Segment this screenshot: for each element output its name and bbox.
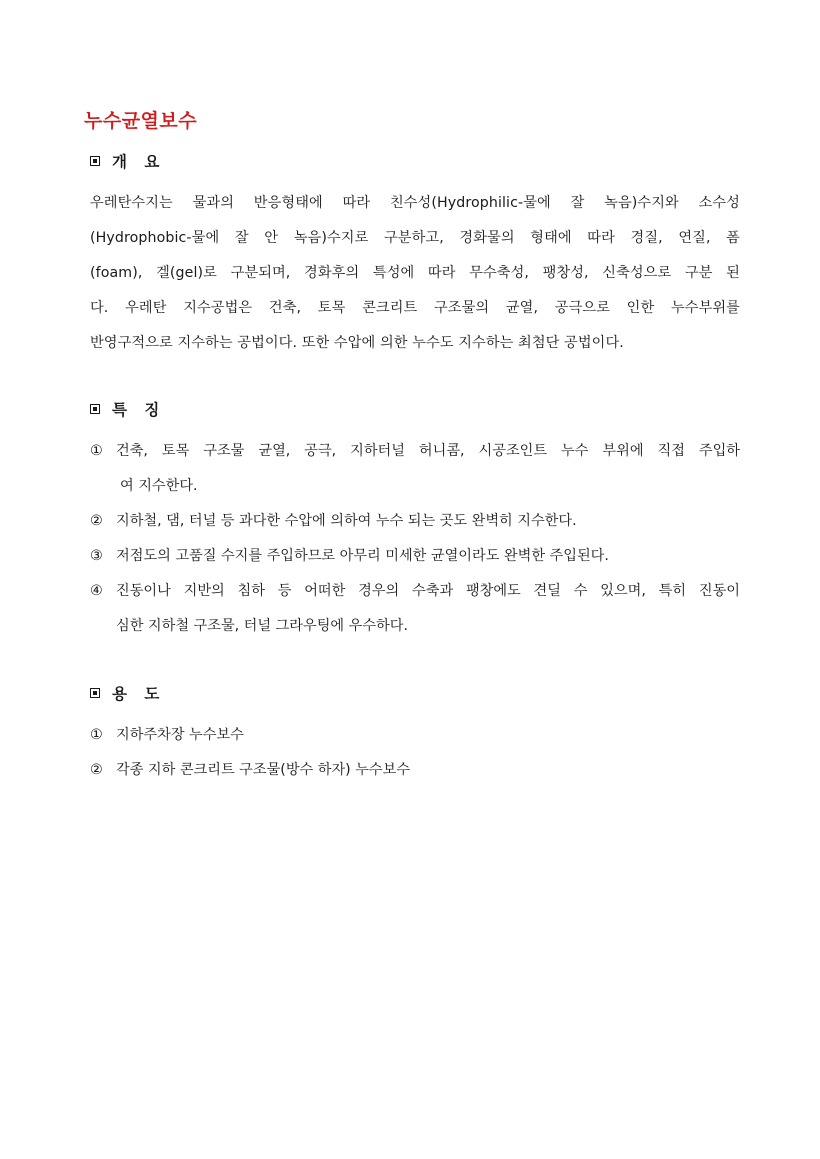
list-item-text: 건축, 토목 구조물 균열, 공극, 지하터널 허니콤, 시공조인트 누수 부위에 직접 주입하: [116, 443, 740, 459]
list-item-text: 지하주차장 누수보수: [116, 727, 244, 743]
list-item-text: 여 지수한다.: [120, 478, 198, 494]
list-item: [90, 753, 740, 788]
list-item-text: 저점도의 고품질 수지를 주입하므로 아무리 미세한 균열이라도 완벽한 주입된다.: [116, 548, 609, 564]
overview-line: 반영구적으로 지수하는 공법이다. 또한 수압에 의한 누수도 지수하는 최첨단 공법이다.: [90, 335, 624, 351]
section-heading-features: 특 징: [90, 398, 740, 420]
uses-list: [90, 718, 740, 788]
list-item: [90, 574, 740, 644]
section-overview: [90, 150, 740, 361]
overview-line: 다. 우레탄 지수공법은 건축, 토목 콘크리트 구조물의 균열, 공극으로 인한 누수부위를: [90, 300, 740, 316]
overview-line: 우레탄수지는 물과의 반응형태에 따라 친수성(Hydrophilic-물에 잘 녹음)수지와 소수성: [90, 195, 740, 211]
list-item-number: ①: [90, 727, 103, 743]
list-item-number: ②: [90, 762, 103, 778]
square-bullet-icon: [90, 404, 100, 414]
section-features: [90, 398, 740, 644]
list-item-text: 각종 지하 콘크리트 구조물(방수 하자) 누수보수: [116, 762, 411, 778]
document-title: 누수균열보수: [84, 110, 198, 132]
list-item: [90, 434, 740, 504]
overview-line: (Hydrophobic-물에 잘 안 녹음)수지로 구분하고, 경화물의 형태에 따라 경질, 연질, 폼: [90, 230, 740, 246]
list-item-text: 지하철, 댐, 터널 등 과다한 수압에 의하여 누수 되는 곳도 완벽히 지수한다.: [116, 513, 577, 529]
list-item: [90, 539, 740, 574]
list-item-number: ①: [90, 443, 103, 459]
list-item-text: 진동이나 지반의 침하 등 어떠한 경우의 수축과 팽창에도 견딜 수 있으며, 특히 진동이: [116, 583, 740, 599]
list-item: [90, 718, 740, 753]
section-uses: [90, 682, 740, 788]
square-bullet-icon: [90, 156, 100, 166]
section-heading-overview: 개 요: [90, 150, 740, 172]
list-item-number: ④: [90, 583, 103, 599]
list-item-number: ③: [90, 548, 103, 564]
list-item: [90, 504, 740, 539]
square-bullet-icon: [90, 688, 100, 698]
overview-line: (foam), 겔(gel)로 구분되며, 경화후의 특성에 따라 무수축성, 팽창성, 신축성으로 구분 된: [90, 265, 740, 281]
section-heading-uses: 용 도: [90, 682, 740, 704]
overview-paragraph: [90, 186, 740, 361]
list-item-number: ②: [90, 513, 103, 529]
features-list: [90, 434, 740, 644]
list-item-text: 심한 지하철 구조물, 터널 그라우팅에 우수하다.: [116, 618, 408, 634]
